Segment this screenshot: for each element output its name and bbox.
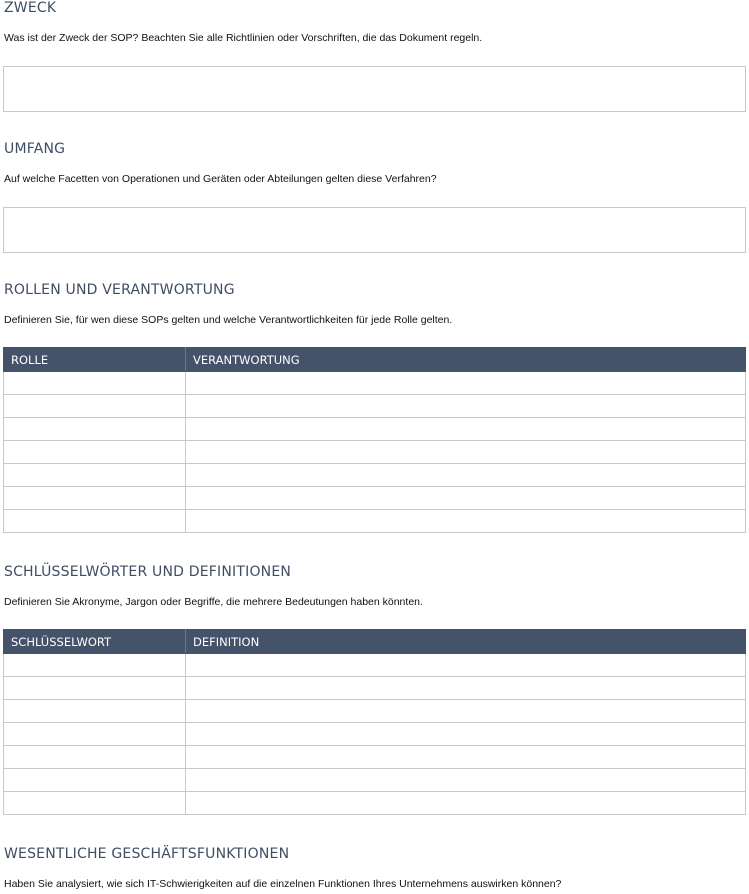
schluesselwort-cell[interactable] [4, 723, 186, 746]
table-row [4, 746, 746, 769]
rolle-cell[interactable] [4, 487, 186, 510]
table-row [4, 441, 746, 464]
table-row [4, 395, 746, 418]
definition-cell[interactable] [186, 654, 746, 677]
schluesselwort-cell[interactable] [4, 746, 186, 769]
rolle-cell[interactable] [4, 418, 186, 441]
verantwortung-cell[interactable] [186, 464, 746, 487]
section-title-rollen: ROLLEN UND VERANTWORTUNG [4, 282, 235, 298]
verantwortung-cell[interactable] [186, 510, 746, 533]
section-description-geschaeftsfunktionen: Haben Sie analysiert, wie sich IT-Schwierigkeiten auf die einzelnen Funktionen Ihres Unternehmens auswirken können? [4, 878, 562, 890]
table-row [4, 677, 746, 700]
rolle-cell[interactable] [4, 510, 186, 533]
section-title-geschaeftsfunktionen: WESENTLICHE GESCHÄFTSFUNKTIONEN [4, 846, 290, 862]
definition-cell[interactable] [186, 746, 746, 769]
definition-cell[interactable] [186, 769, 746, 792]
rolle-cell[interactable] [4, 372, 186, 395]
roles-table-header-row [4, 348, 746, 372]
table-row [4, 723, 746, 746]
rolle-cell[interactable] [4, 464, 186, 487]
section-description-umfang: Auf welche Facetten von Operationen und Geräten oder Abteilungen gelten diese Verfahren? [4, 173, 437, 185]
table-row [4, 418, 746, 441]
table-row [4, 700, 746, 723]
column-header-rolle: ROLLE [4, 348, 186, 372]
column-header-schluesselwort: SCHLÜSSELWORT [4, 630, 186, 654]
section-description-rollen: Definieren Sie, für wen diese SOPs gelten und welche Verantwortlichkeiten für jede Rolle gelten. [4, 314, 453, 326]
verantwortung-cell[interactable] [186, 372, 746, 395]
zweck-text-field[interactable] [3, 66, 746, 112]
section-description-schluesselwoerter: Definieren Sie Akronyme, Jargon oder Begriffe, die mehrere Bedeutungen haben könnten. [4, 596, 423, 608]
schluesselwort-cell[interactable] [4, 769, 186, 792]
section-title-zweck: ZWECK [4, 0, 57, 16]
definition-cell[interactable] [186, 723, 746, 746]
table-row [4, 769, 746, 792]
table-row [4, 654, 746, 677]
definition-cell[interactable] [186, 792, 746, 815]
rolle-cell[interactable] [4, 395, 186, 418]
table-row [4, 510, 746, 533]
table-row [4, 792, 746, 815]
table-row [4, 487, 746, 510]
schluesselwort-cell[interactable] [4, 792, 186, 815]
schluesselwort-cell[interactable] [4, 700, 186, 723]
verantwortung-cell[interactable] [186, 441, 746, 464]
schluesselwort-cell[interactable] [4, 677, 186, 700]
verantwortung-cell[interactable] [186, 487, 746, 510]
section-description-zweck: Was ist der Zweck der SOP? Beachten Sie alle Richtlinien oder Vorschriften, die das Dokument regeln. [4, 32, 483, 44]
roles-table [3, 347, 746, 533]
section-title-umfang: UMFANG [4, 141, 66, 157]
table-row [4, 464, 746, 487]
definition-cell[interactable] [186, 677, 746, 700]
definition-cell[interactable] [186, 700, 746, 723]
table-row [4, 372, 746, 395]
verantwortung-cell[interactable] [186, 395, 746, 418]
rolle-cell[interactable] [4, 441, 186, 464]
column-header-definition: DEFINITION [186, 630, 746, 654]
verantwortung-cell[interactable] [186, 418, 746, 441]
keywords-table [3, 629, 746, 815]
schluesselwort-cell[interactable] [4, 654, 186, 677]
umfang-text-field[interactable] [3, 207, 746, 253]
section-title-schluesselwoerter: SCHLÜSSELWÖRTER UND DEFINITIONEN [4, 564, 292, 580]
column-header-verantwortung: VERANTWORTUNG [186, 348, 746, 372]
keywords-table-header-row [4, 630, 746, 654]
